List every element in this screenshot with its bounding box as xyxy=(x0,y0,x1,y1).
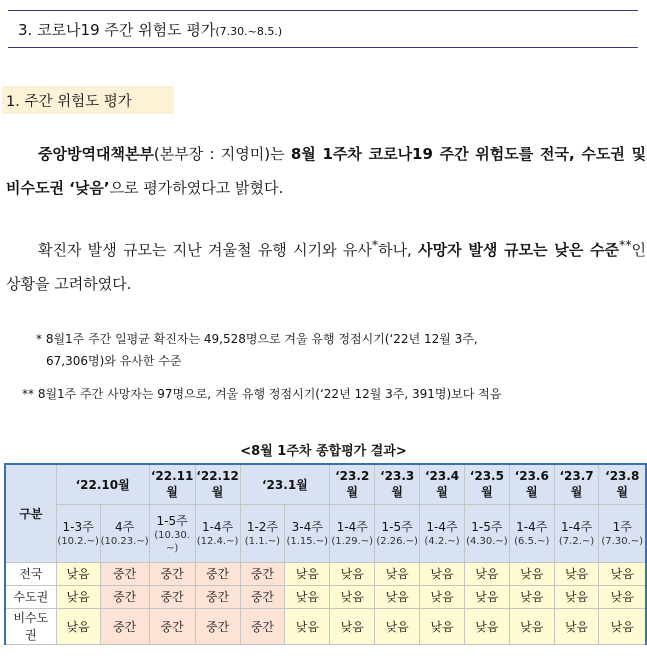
risk-level-cell: 중간 xyxy=(100,585,149,608)
week-date: (10.30. ~) xyxy=(154,529,190,554)
risk-level-cell: 낮음 xyxy=(56,585,100,608)
risk-level-cell: 낮음 xyxy=(330,562,375,585)
week-date: (12.4.~) xyxy=(196,536,239,547)
corner-header: 구분 xyxy=(5,464,56,562)
week-date: (1.29.~) xyxy=(331,536,374,547)
week-header xyxy=(554,504,599,562)
week-label: 1-4주 xyxy=(336,520,368,534)
risk-level-cell: 낮음 xyxy=(420,562,465,585)
risk-level-cell: 낮음 xyxy=(554,562,599,585)
risk-level-cell: 낮음 xyxy=(464,562,509,585)
week-label: 1-4주 xyxy=(516,520,548,534)
paragraph-2 xyxy=(6,228,646,301)
week-label: 1-4주 xyxy=(426,520,458,534)
para1-bold1: 중앙방역대책본부 xyxy=(38,145,154,163)
para1-text2: 으로 평가하였다고 밝혔다. xyxy=(109,179,284,197)
table-row xyxy=(5,608,646,644)
risk-level-cell: 낮음 xyxy=(375,608,420,644)
week-date: (4.2.~) xyxy=(424,536,460,547)
row-label: 비수도 권 xyxy=(5,608,56,644)
week-header xyxy=(285,504,330,562)
week-label: 3-4주 xyxy=(291,520,323,534)
week-header xyxy=(56,504,100,562)
para2-sup2: ** xyxy=(618,237,632,252)
risk-level-cell: 중간 xyxy=(149,562,195,585)
week-header xyxy=(509,504,554,562)
section-period: (7.30.~8.5.) xyxy=(215,25,283,38)
risk-level-cell: 중간 xyxy=(149,585,195,608)
risk-level-cell: 낮음 xyxy=(285,562,330,585)
week-label: 1-3주 xyxy=(62,520,94,534)
week-date: (1.15.~) xyxy=(286,536,329,547)
week-date: (7.2.~) xyxy=(558,536,595,547)
week-header-row xyxy=(5,504,646,562)
risk-level-cell: 중간 xyxy=(240,585,285,608)
month-header: ‘23.8 월 xyxy=(599,464,646,504)
risk-level-cell: 낮음 xyxy=(509,562,554,585)
risk-level-cell: 중간 xyxy=(100,608,149,644)
month-header: ‘23.4 월 xyxy=(420,464,465,504)
week-header xyxy=(240,504,285,562)
week-date: (4.30.~) xyxy=(466,536,508,547)
week-label: 1-5주 xyxy=(156,513,188,528)
month-header: ‘23.6 월 xyxy=(509,464,554,504)
week-label: 1주 xyxy=(612,520,632,534)
risk-level-cell: 중간 xyxy=(195,585,240,608)
risk-level-cell: 낮음 xyxy=(509,608,554,644)
week-header xyxy=(195,504,240,562)
risk-level-cell: 낮음 xyxy=(56,562,100,585)
risk-level-cell: 낮음 xyxy=(375,562,420,585)
risk-level-cell: 중간 xyxy=(149,608,195,644)
week-date: (6.5.~) xyxy=(514,536,550,547)
para2-text3: 인 상황을 고려하였다. xyxy=(6,241,646,293)
week-label: 1-2주 xyxy=(246,520,279,534)
risk-level-cell: 낮음 xyxy=(554,585,599,608)
table-row xyxy=(5,585,646,608)
risk-level-cell: 낮음 xyxy=(56,608,100,644)
week-label: 1-5주 xyxy=(381,520,413,534)
para2-text1: 확진자 발생 규모는 지난 겨울철 유행 시기와 유사 xyxy=(38,241,372,259)
week-label: 4주 xyxy=(115,520,135,534)
risk-level-cell: 낮음 xyxy=(599,608,646,644)
risk-level-cell: 중간 xyxy=(240,562,285,585)
month-header: ‘22.11 월 xyxy=(149,464,195,504)
week-header xyxy=(599,504,646,562)
week-date: (1.1.~) xyxy=(244,536,281,547)
risk-level-cell: 낮음 xyxy=(285,585,330,608)
table-row xyxy=(5,562,646,585)
risk-level-cell: 낮음 xyxy=(464,608,509,644)
month-header: ‘22.10월 xyxy=(56,464,149,504)
risk-level-cell: 낮음 xyxy=(330,585,375,608)
risk-level-cell: 낮음 xyxy=(464,585,509,608)
week-label: 1-4주 xyxy=(201,520,234,534)
month-header: ‘23.2 월 xyxy=(330,464,375,504)
risk-level-cell: 중간 xyxy=(240,608,285,644)
week-header xyxy=(149,504,195,562)
month-header: ‘23.3 월 xyxy=(375,464,420,504)
risk-level-cell: 낮음 xyxy=(554,608,599,644)
risk-level-cell: 중간 xyxy=(195,562,240,585)
para2-sup1: * xyxy=(371,237,379,252)
month-header: ‘23.7 월 xyxy=(554,464,599,504)
risk-level-cell: 중간 xyxy=(100,562,149,585)
note-1-line-1: * 8월1주 주간 일평균 확진자는 49,528명으로 겨울 유행 정점시기(‘22년 12월 3주, xyxy=(36,332,478,346)
month-header: ‘23.5 월 xyxy=(464,464,509,504)
paragraph-1 xyxy=(6,137,646,205)
week-header xyxy=(464,504,509,562)
para2-text2: 하나, xyxy=(378,241,419,259)
para2-bold1: 사망자 발생 규모는 낮은 수준 xyxy=(418,241,619,259)
week-header xyxy=(100,504,149,562)
risk-level-cell: 낮음 xyxy=(509,585,554,608)
risk-assessment-table xyxy=(4,463,647,645)
risk-level-cell: 중간 xyxy=(195,608,240,644)
row-label: 수도권 xyxy=(5,585,56,608)
risk-level-cell: 낮음 xyxy=(599,562,646,585)
risk-level-cell: 낮음 xyxy=(420,585,465,608)
risk-level-cell: 낮음 xyxy=(420,608,465,644)
risk-level-cell: 낮음 xyxy=(330,608,375,644)
week-date: (2.26.~) xyxy=(376,536,418,547)
week-header xyxy=(330,504,375,562)
section-header xyxy=(8,10,638,48)
week-date: (10.2.~) xyxy=(57,536,99,547)
table-caption: <8월 1주차 종합평가 결과> xyxy=(240,444,407,459)
subsection-title: 1. 주간 위험도 평가 xyxy=(6,94,132,110)
para1-text1: (본부장 : 지영미)는 xyxy=(153,145,291,163)
week-header xyxy=(420,504,465,562)
week-date: (7.30.~) xyxy=(601,536,644,547)
week-header xyxy=(375,504,420,562)
month-header: ‘22.12 월 xyxy=(195,464,240,504)
note-1-line-2: 67,306명)와 유사한 수준 xyxy=(46,354,182,368)
section-title: 3. 코로나19 주간 위험도 평가(7.30.~8.5.) xyxy=(18,21,283,39)
row-label: 전국 xyxy=(5,562,56,585)
week-date: (10.23.~) xyxy=(100,536,149,547)
risk-level-cell: 낮음 xyxy=(285,608,330,644)
para1-bold2: 8월 1주차 코로나19 주간 위험도를 전국, 수도권 및 비수도권 ‘낮음’ xyxy=(6,145,646,197)
risk-level-cell: 낮음 xyxy=(599,585,646,608)
week-label: 1-5주 xyxy=(471,520,503,534)
risk-level-cell: 낮음 xyxy=(375,585,420,608)
note-2: ** 8월1주 주간 사망자는 97명으로, 겨울 유행 정점시기(‘22년 12월 3주, 391명)보다 적음 xyxy=(22,387,502,401)
week-label: 1-4주 xyxy=(560,520,593,534)
month-header: ‘23.1월 xyxy=(240,464,330,504)
month-header-row xyxy=(5,464,646,504)
